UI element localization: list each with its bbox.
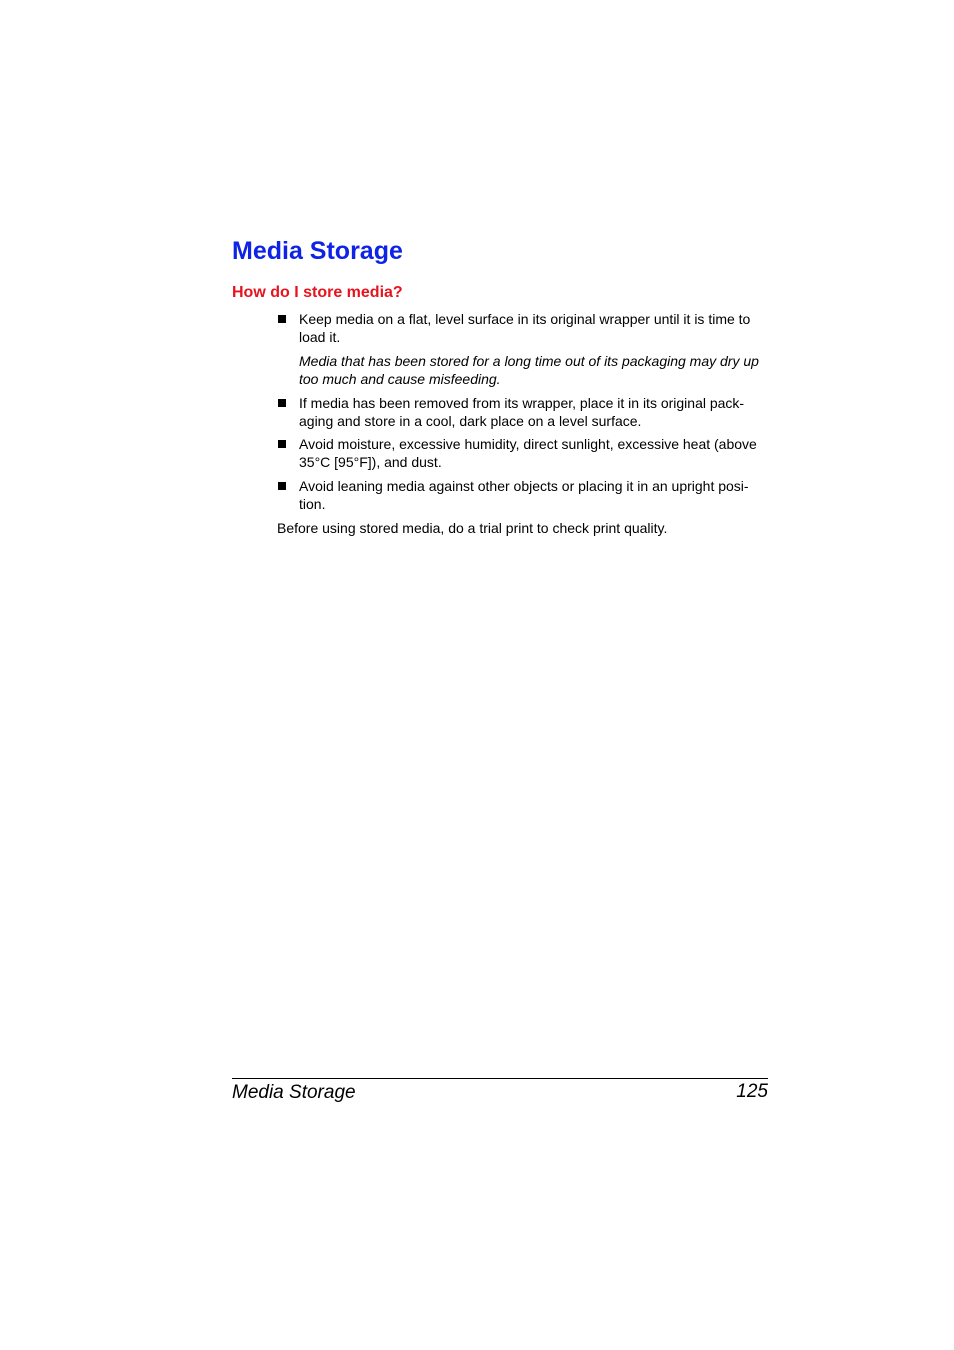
page-title: Media Storage bbox=[232, 237, 403, 265]
square-bullet-icon bbox=[278, 482, 286, 490]
list-item-line: aging and store in a cool, dark place on a level surface. bbox=[299, 413, 642, 429]
note bbox=[299, 352, 769, 388]
list-item-line: tion. bbox=[299, 496, 326, 512]
footer-section-title: Media Storage bbox=[232, 1082, 356, 1103]
list-item-text bbox=[299, 310, 769, 346]
list-item-line: Keep media on a flat, level surface in its original wrapper until it is time to bbox=[299, 311, 751, 327]
list-item-line: 35°C [95°F]), and dust. bbox=[299, 454, 442, 470]
section-title: How do I store media? bbox=[232, 284, 403, 301]
list-item-line: load it. bbox=[299, 329, 341, 345]
list-item-line: If media has been removed from its wrapper, place it in its original pack- bbox=[299, 395, 745, 411]
square-bullet-icon bbox=[278, 440, 286, 448]
list-item-line: Avoid leaning media against other objects or placing it in an upright posi- bbox=[299, 478, 749, 494]
list-item-text bbox=[299, 394, 769, 430]
closing-paragraph: Before using stored media, do a trial print to check print quality. bbox=[277, 520, 668, 536]
page-number: 125 bbox=[736, 1081, 768, 1102]
list-item-text bbox=[299, 477, 769, 513]
square-bullet-icon bbox=[278, 315, 286, 323]
note-line: too much and cause misfeeding. bbox=[299, 371, 501, 387]
note-line: Media that has been stored for a long time out of its packaging may dry up bbox=[299, 353, 759, 369]
footer-divider bbox=[232, 1078, 768, 1079]
list-item-line: Avoid moisture, excessive humidity, direct sunlight, excessive heat (above bbox=[299, 436, 757, 452]
square-bullet-icon bbox=[278, 399, 286, 407]
list-item-text bbox=[299, 435, 769, 471]
